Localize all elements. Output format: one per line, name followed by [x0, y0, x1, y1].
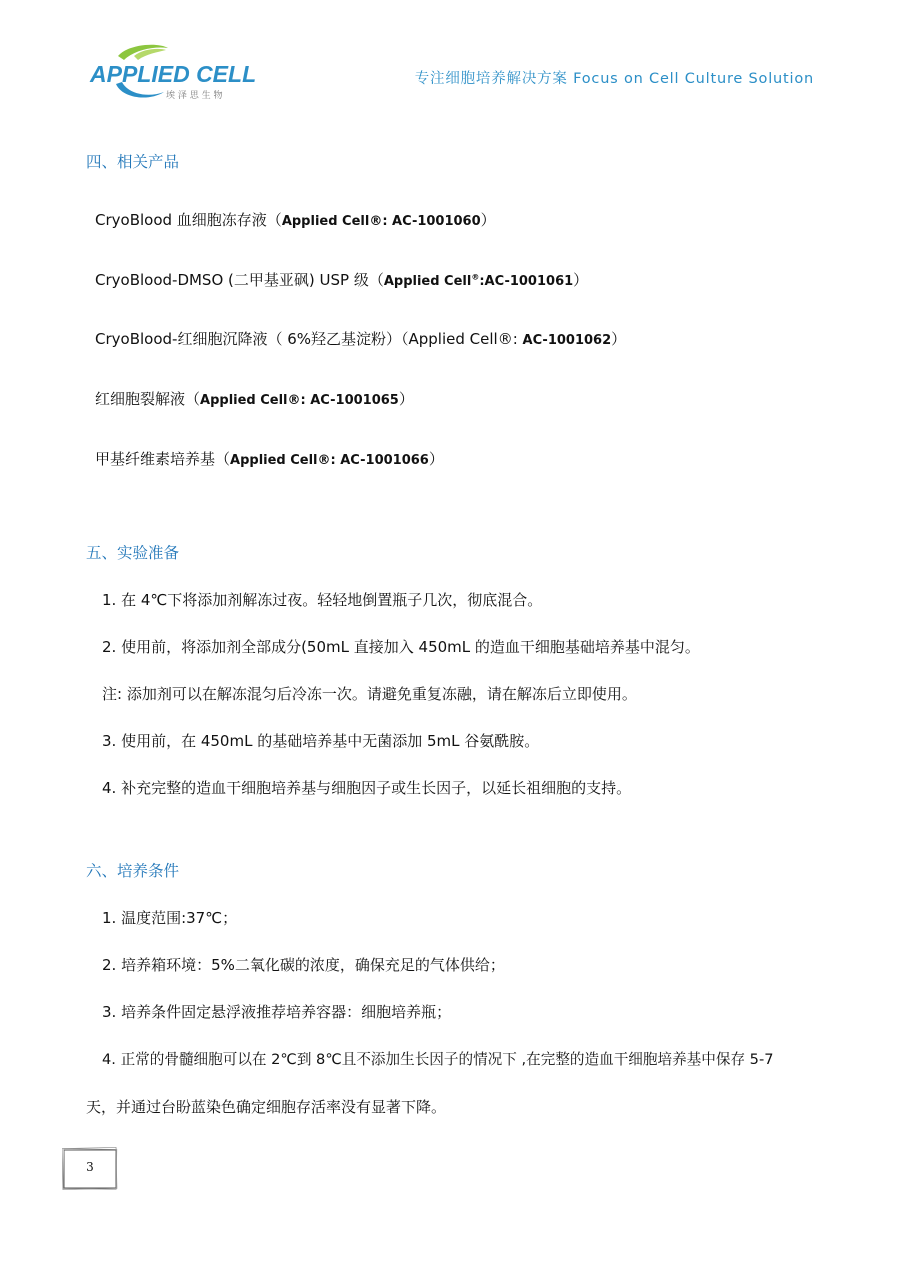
product-item-2 [95, 269, 588, 290]
prep-step-4: 4. 补充完整的造血干细胞培养基与细胞因子或生长因子，以延长祖细胞的支持。 [102, 779, 632, 797]
culture-condition-3: 3. 培养条件固定悬浮液推荐培养容器：细胞培养瓶； [102, 1003, 452, 1021]
logo-subtext: 埃 泽 思 生 物 [166, 91, 223, 101]
section-5-title: 五、实验准备 [86, 544, 180, 562]
product-code: Applied Cell®: AC-1001066 [230, 453, 429, 468]
product-code: Applied Cell®: AC-1001060 [281, 214, 481, 229]
product-close: ） [611, 330, 627, 348]
product-close: ） [480, 211, 496, 229]
product-close: ） [573, 271, 589, 289]
culture-condition-4: 4. 正常的骨髓细胞可以在 2℃到 8℃且不添加生长因子的情况下 ,在完整的造血干细胞培养基中保存 5-7 [102, 1051, 774, 1068]
prep-step-3: 3. 使用前，在 450mL 的基础培养基中无菌添加 5mL 谷氨酰胺。 [102, 732, 540, 750]
product-code-post: :AC-1001061 [479, 274, 574, 289]
product-code-pre: Applied Cell [383, 274, 472, 289]
product-close: ） [428, 450, 444, 468]
product-name: 红细胞裂解液（ [95, 390, 201, 408]
page-number-box [62, 1147, 118, 1191]
prep-step-1: 1. 在 4℃下将添加剂解冻过夜。轻轻地倒置瓶子几次，彻底混合。 [102, 591, 543, 609]
prep-note: 注: 添加剂可以在解冻混匀后冷冻一次。请避免重复冻融，请在解冻后立即使用。 [102, 685, 637, 703]
product-name: CryoBlood 血细胞冻存液（ [95, 211, 282, 229]
culture-condition-2: 2. 培养箱环境：5%二氧化碳的浓度，确保充足的气体供给； [102, 956, 505, 974]
culture-condition-4-continued: 天，并通过台盼蓝染色确定细胞存活率没有显著下降。 [86, 1098, 447, 1116]
prep-step-2: 2. 使用前，将添加剂全部成分(50mL 直接加入 450mL 的造血干细胞基础培养基中混匀。 [102, 638, 700, 656]
header-tagline: 专注细胞培养解决方案 Focus on Cell Culture Solution [414, 71, 814, 87]
company-logo [88, 42, 258, 104]
section-4-title: 四、相关产品 [86, 153, 180, 171]
page-number: 3 [86, 1160, 94, 1174]
product-item-4 [95, 388, 414, 409]
section-6-title: 六、培养条件 [86, 862, 180, 880]
product-name: 甲基纤维素培养基（ [95, 450, 231, 468]
product-name: CryoBlood-DMSO (二甲基亚砜) USP 级（ [95, 271, 384, 289]
product-code: AC-1001062 [522, 333, 612, 348]
product-item-1 [95, 209, 496, 230]
product-name: CryoBlood-红细胞沉降液（ 6%羟乙基淀粉）（Applied Cell®: [95, 330, 523, 348]
product-code [384, 274, 573, 289]
product-item-5 [95, 448, 444, 469]
product-code: Applied Cell®: AC-1001065 [200, 393, 399, 408]
culture-condition-1: 1. 温度范围:37℃； [102, 909, 238, 927]
logo-graphic [88, 42, 258, 104]
registered-mark: ® [471, 272, 480, 282]
logo-text: APPLIED CELL [90, 61, 257, 87]
product-item-3 [95, 328, 626, 349]
product-close: ） [398, 390, 414, 408]
